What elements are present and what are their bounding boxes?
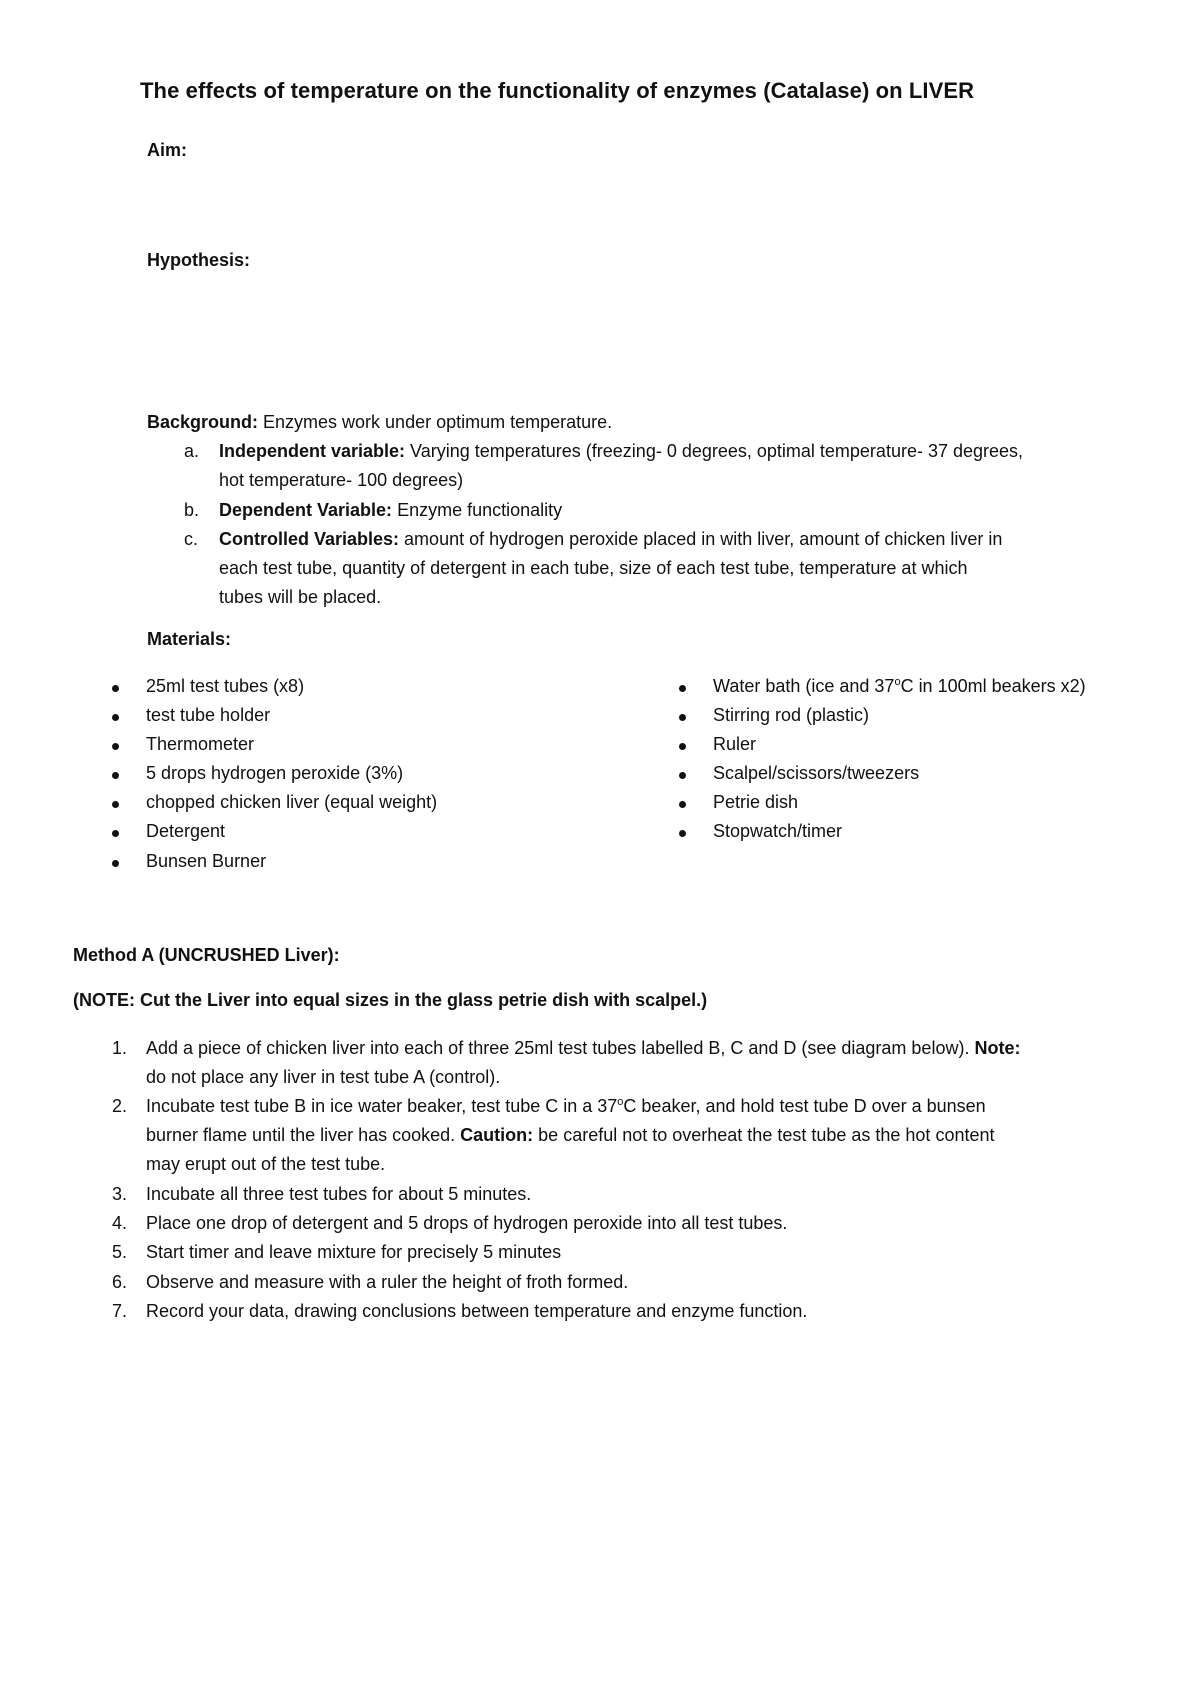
step-2-text: Incubate test tube B in ice water beaker, test tube C in a 37 xyxy=(146,1096,618,1116)
controlled-variables-label: Controlled Variables: xyxy=(219,529,400,549)
list-marker: b. xyxy=(184,500,200,520)
material-item: 25ml test tubes (x8) xyxy=(146,676,305,696)
step-number: 3. xyxy=(112,1184,128,1204)
controlled-variables-text-cont: tubes will be placed. xyxy=(219,587,382,607)
degree-superscript: o xyxy=(617,1096,624,1108)
step-5-text: Start timer and leave mixture for precisely 5 minutes xyxy=(146,1242,562,1262)
controlled-variables-text: amount of hydrogen peroxide placed in with liver, amount of chicken liver in xyxy=(399,529,1003,549)
bullet-icon xyxy=(679,685,686,692)
step-number: 2. xyxy=(112,1096,128,1116)
controlled-variables-line xyxy=(219,529,1002,550)
list-marker: a. xyxy=(184,441,200,461)
bullet-icon xyxy=(679,714,686,721)
note-label: Note: xyxy=(969,1038,1021,1058)
bullet-icon xyxy=(112,860,119,867)
bullet-icon xyxy=(112,830,119,837)
independent-variable-text: Varying temperatures (freezing- 0 degrees, optimal temperature- 37 degrees, xyxy=(405,441,1024,461)
material-item-water-bath xyxy=(713,676,1086,697)
step-2-line xyxy=(146,1096,986,1117)
bullet-icon xyxy=(679,801,686,808)
material-item: Stirring rod (plastic) xyxy=(713,705,870,725)
controlled-variables-text-cont: each test tube, quantity of detergent in each tube, size of each test tube, temperature at which xyxy=(219,558,968,578)
bullet-icon xyxy=(112,772,119,779)
aim-label: Aim: xyxy=(147,140,187,160)
caution-label: Caution: xyxy=(455,1125,534,1145)
dependent-variable-text: Enzyme functionality xyxy=(392,500,563,520)
dependent-variable-label: Dependent Variable: xyxy=(219,500,393,520)
step-1-line xyxy=(146,1038,1020,1059)
material-item: Bunsen Burner xyxy=(146,851,267,871)
bullet-icon xyxy=(679,772,686,779)
material-item: Thermometer xyxy=(146,734,255,754)
background-label: Background: xyxy=(147,412,259,432)
step-number: 6. xyxy=(112,1272,128,1292)
background-text: Enzymes work under optimum temperature. xyxy=(258,412,613,432)
document-title: The effects of temperature on the functionality of enzymes (Catalase) on LIVER xyxy=(140,78,975,103)
materials-label: Materials: xyxy=(147,629,232,649)
material-item: 5 drops hydrogen peroxide (3%) xyxy=(146,763,404,783)
step-2-text: burner flame until the liver has cooked. xyxy=(146,1125,456,1145)
step-7-text: Record your data, drawing conclusions between temperature and enzyme function. xyxy=(146,1301,808,1321)
step-2-text-cont: C beaker, and hold test tube D over a bunsen xyxy=(623,1096,986,1116)
step-3-text: Incubate all three test tubes for about 5 minutes. xyxy=(146,1184,532,1204)
method-heading: Method A (UNCRUSHED Liver): xyxy=(73,945,340,965)
step-1-text-cont: do not place any liver in test tube A (control). xyxy=(146,1067,501,1087)
step-number: 4. xyxy=(112,1213,128,1233)
bullet-icon xyxy=(679,830,686,837)
material-item: chopped chicken liver (equal weight) xyxy=(146,792,438,812)
step-1-text: Add a piece of chicken liver into each of three 25ml test tubes labelled B, C and D (see diagram below). xyxy=(146,1038,970,1058)
step-2-text-cont: may erupt out of the test tube. xyxy=(146,1154,386,1174)
material-item: Detergent xyxy=(146,821,226,841)
material-item: Scalpel/scissors/tweezers xyxy=(713,763,920,783)
bullet-icon xyxy=(679,743,686,750)
bullet-icon xyxy=(112,685,119,692)
water-bath-text: Water bath (ice and 37 xyxy=(713,676,895,696)
list-marker: c. xyxy=(184,529,199,549)
hypothesis-label: Hypothesis: xyxy=(147,250,251,270)
degree-superscript: o xyxy=(894,676,901,688)
step-2-text-cont: be careful not to overheat the test tube as the hot content xyxy=(533,1125,995,1145)
step-6-text: Observe and measure with a ruler the height of froth formed. xyxy=(146,1272,629,1292)
method-note: (NOTE: Cut the Liver into equal sizes in the glass petrie dish with scalpel.) xyxy=(73,990,708,1010)
bullet-icon xyxy=(112,801,119,808)
material-item: Stopwatch/timer xyxy=(713,821,843,841)
step-number: 1. xyxy=(112,1038,128,1058)
step-number: 7. xyxy=(112,1301,128,1321)
independent-variable-label: Independent variable: xyxy=(219,441,406,461)
dependent-variable-line xyxy=(219,500,562,521)
bullet-icon xyxy=(112,714,119,721)
material-item: Petrie dish xyxy=(713,792,799,812)
material-item: Ruler xyxy=(713,734,757,754)
independent-variable-text-cont: hot temperature- 100 degrees) xyxy=(219,470,464,490)
background-line xyxy=(147,412,612,433)
bullet-icon xyxy=(112,743,119,750)
water-bath-text-cont: C in 100ml beakers x2) xyxy=(900,676,1086,696)
step-4-text: Place one drop of detergent and 5 drops of hydrogen peroxide into all test tubes. xyxy=(146,1213,788,1233)
independent-variable-line xyxy=(219,441,1023,462)
step-number: 5. xyxy=(112,1242,128,1262)
step-2-line-2 xyxy=(146,1125,994,1146)
material-item: test tube holder xyxy=(146,705,271,725)
